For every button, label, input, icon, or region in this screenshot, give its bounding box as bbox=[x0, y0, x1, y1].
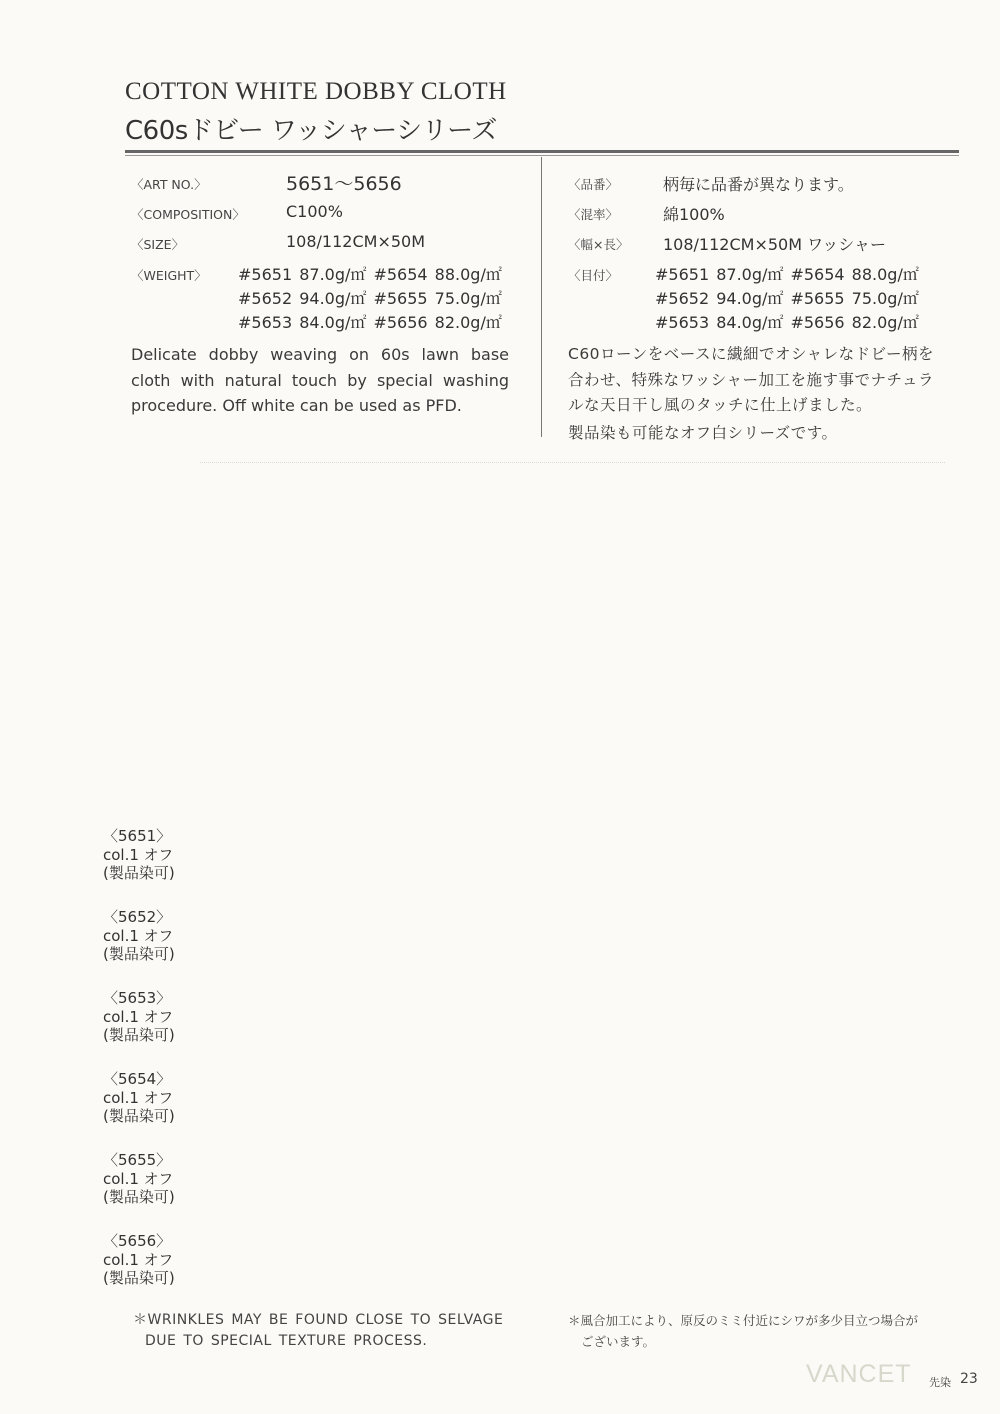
size-value-jp: 108/112CM×50M ワッシャー bbox=[663, 235, 886, 254]
swatch-color: col.1 オフ bbox=[103, 1088, 174, 1107]
page-number: 23 bbox=[960, 1371, 978, 1387]
note-line: ＊WRINKLES MAY BE FOUND CLOSE TO SELVAGE bbox=[133, 1312, 504, 1328]
header-rule bbox=[125, 150, 959, 153]
swatch-label bbox=[103, 908, 175, 964]
swatch-note: (製品染可) bbox=[103, 1107, 175, 1125]
swatch-note: (製品染可) bbox=[103, 864, 175, 882]
brand-logo: VANCET bbox=[806, 1360, 912, 1388]
wrinkle-note-english bbox=[133, 1310, 503, 1352]
art-no-label-jp: 〈品番〉 bbox=[568, 177, 619, 192]
swatch-code: 〈5651〉 bbox=[103, 827, 172, 845]
art-no-value-jp: 柄毎に品番が異なります。 bbox=[663, 175, 854, 194]
composition-value-jp: 綿100% bbox=[663, 205, 725, 224]
note-line: ＊風合加工により、原反のミミ付近にシワが多少目立つ場合が bbox=[568, 1313, 919, 1328]
description-japanese: C60ローンをベースに繊細でオシャレなドビー柄を合わせ、特殊なワッシャー加工を施す事でナチュラルな天日干し風のタッチに仕上げました。 bbox=[568, 345, 935, 414]
swatch-label bbox=[103, 1070, 175, 1126]
weight-label-jp: 〈目付〉 bbox=[568, 268, 619, 283]
wrinkle-note-japanese bbox=[568, 1310, 918, 1352]
swatch-color: col.1 オフ bbox=[103, 926, 174, 945]
swatch-label bbox=[103, 989, 175, 1045]
swatch-note: (製品染可) bbox=[103, 945, 175, 963]
art-no-label: 〈ART NO.〉 bbox=[131, 177, 207, 192]
section-label: 先染 bbox=[929, 1376, 951, 1389]
note-line: DUE TO SPECIAL TEXTURE PROCESS. bbox=[145, 1333, 428, 1349]
swatch-code: 〈5652〉 bbox=[103, 908, 172, 926]
composition-label-jp: 〈混率〉 bbox=[568, 207, 619, 222]
swatch-code: 〈5653〉 bbox=[103, 989, 172, 1007]
dotted-separator bbox=[200, 462, 945, 463]
title-japanese: C60sドビー ワッシャーシリーズ bbox=[125, 116, 497, 146]
swatch-label bbox=[103, 1232, 175, 1288]
weight-line-jp: #5652 94.0g/㎡ #5655 75.0g/㎡ bbox=[655, 289, 919, 308]
size-label: 〈SIZE〉 bbox=[131, 237, 185, 252]
weight-line: #5652 94.0g/㎡ #5655 75.0g/㎡ bbox=[238, 289, 502, 308]
weight-label: 〈WEIGHT〉 bbox=[131, 268, 207, 283]
swatch-label bbox=[103, 1151, 175, 1207]
weight-line: #5653 84.0g/㎡ #5656 82.0g/㎡ bbox=[238, 313, 502, 332]
swatch-note: (製品染可) bbox=[103, 1026, 175, 1044]
swatch-color: col.1 オフ bbox=[103, 1007, 174, 1026]
swatch-color: col.1 オフ bbox=[103, 845, 174, 864]
weight-line-jp: #5651 87.0g/㎡ #5654 88.0g/㎡ bbox=[655, 265, 919, 284]
column-divider bbox=[541, 157, 542, 437]
size-value: 108/112CM×50M bbox=[286, 232, 426, 251]
header-rule-thin bbox=[125, 155, 959, 156]
swatch-code: 〈5655〉 bbox=[103, 1151, 172, 1169]
swatch-note: (製品染可) bbox=[103, 1269, 175, 1287]
weight-line: #5651 87.0g/㎡ #5654 88.0g/㎡ bbox=[238, 265, 502, 284]
swatch-label bbox=[103, 827, 175, 883]
composition-value: C100% bbox=[286, 202, 343, 221]
note-line: ございます。 bbox=[581, 1334, 656, 1349]
swatch-code: 〈5654〉 bbox=[103, 1070, 172, 1088]
swatch-color: col.1 オフ bbox=[103, 1250, 174, 1269]
size-label-jp: 〈幅×長〉 bbox=[568, 237, 629, 252]
composition-label: 〈COMPOSITION〉 bbox=[131, 207, 245, 222]
weight-line-jp: #5653 84.0g/㎡ #5656 82.0g/㎡ bbox=[655, 313, 919, 332]
title-english: COTTON WHITE DOBBY CLOTH bbox=[125, 78, 507, 105]
swatch-note: (製品染可) bbox=[103, 1188, 175, 1206]
swatch-code: 〈5656〉 bbox=[103, 1232, 172, 1250]
description-japanese-last: 製品染も可能なオフ白シリーズです。 bbox=[568, 424, 838, 442]
art-no-value: 5651〜5656 bbox=[286, 173, 402, 195]
swatch-color: col.1 オフ bbox=[103, 1169, 174, 1188]
description-english: Delicate dobby weaving on 60s lawn base cloth with natural touch by special washing procedure. Off white can be used as PFD. bbox=[131, 345, 509, 415]
